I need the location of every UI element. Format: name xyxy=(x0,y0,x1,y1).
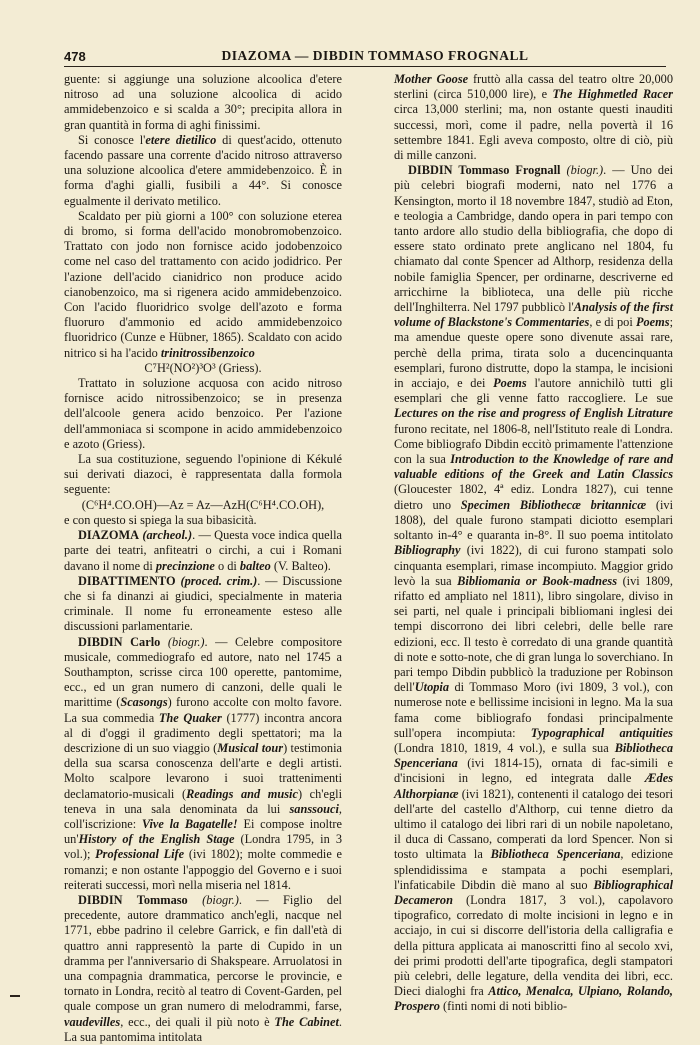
entry-dibdin-carlo: DIBDIN Carlo (biogr.). — Celebre compositore musicale, commediografo ed autore, nato nel 1745 a Southampton, scrisse circa 100 operette, pantomime, ecc., ed un gran numero di canzoni, delle quali le marittime (Scasongs) furono accolte con molto favore. La sua commedia The Quaker (1777) incontra ancora al di d'oggi il gradimento degli spettatori; ma la descrizione di un suo viaggio (Musical tour) testimonia della sua scarsa conoscenza dell'arte e degli artisti. Molto scalpore levarono i suoi trattenimenti declamatorio-musicali (Readings and music) ch'egli teneva in una sala denominata da lui sanssouci, coll'iscrizione: Vive la Bagatelle! Ei compose inoltre un'History of the English Stage (Londra 1795, in 3 vol.); Professional Life (ivi 1802); molte commedie e romanzi; e non ostante l'appoggio del Governo e i suoi reiterati successi, morì nella miseria nel 1814. xyxy=(64,634,343,892)
paragraph: Trattato in soluzione acquosa con acido nitroso fornisce acido nitrossibenzoico; se in presenza dell'alcoole genera acido benzoico. Per l'azione dell'ammoniaca si scompone in acido ammidebenzoico e azoto (Griess). xyxy=(64,376,342,451)
entry-diazoma: DIAZOMA (archeol.). — Questa voce indica quella parte dei teatri, anfiteatri o circhi, a cui i Romani davano il nome di precinzione o di balteo (V. Balteo). xyxy=(64,528,342,573)
left-column xyxy=(64,72,342,1045)
chemical-formula: C⁷H²(NO²)³O³ (Griess). xyxy=(144,360,262,375)
entry-dibdin-tommaso: DIBDIN Tommaso (biogr.). — Figlio del precedente, autore drammatico anch'egli, nacque nel 1771, ebbe padrino il celebre Garrick, e fin dall'età di quattro anni rappresentò la parte di Cupido in un dramma per l'anniversario di Shakspeare. Arruolatosi in una compagnia drammatica, percorse le provincie, e tornato in Londra, recitò al teatro di Covent-Garden, pel quale compose un gran numero di melodrammi, farse, vaudevilles, ecc., dei quali il più noto è The Cabinet. La sua pantomima intitolata xyxy=(64,892,342,1044)
page-header xyxy=(64,38,666,67)
paragraph: Mother Goose fruttò alla cassa del teatro oltre 20,000 sterlini (circa 510,000 lire), e The Highmetled Racer circa 13,000 sterlini; ma, non ostante questi inauditi successi, morì, come il padre, nella povertà il 16 settembre 1841. Egli aveva composto, oltre di ciò, più di mille canzoni. xyxy=(394,72,673,163)
page-number: 478 xyxy=(64,49,86,64)
chemical-formula: (C⁶H⁴.CO.OH)—Az = Az—AzH(C⁶H⁴.CO.OH), xyxy=(81,497,325,512)
running-head: DIAZOMA — DIBDIN TOMMASO FROGNALL xyxy=(221,48,529,63)
margin-mark xyxy=(10,995,20,997)
right-column xyxy=(394,72,673,1015)
paragraph: e con questo si spiega la sua bibasicità. xyxy=(64,512,257,527)
entry-dibattimento: DIBATTIMENTO (proced. crim.). — Discussione che si fa dinanzi ai giudici, specialmente in materia criminale. Il nome fu erroneamente esteso alle discussioni parlamentarie. xyxy=(64,573,343,634)
paragraph: La sua costituzione, seguendo l'opinione di Kékulé sui derivati diazoci, è rappresentata dalla formola seguente: xyxy=(64,452,342,497)
paragraph: Si conosce l'etere dietilico di quest'acido, ottenuto facendo passare una corrente d'acido nitroso attraverso una soluzione alcoolica d'etere ammidebenzoico. È in forma d'aghi gialli, fusibili a 44°. Si conosce egualmente il derivato metilico. xyxy=(64,132,342,208)
entry-headword: DIBDIN Carlo xyxy=(78,634,161,649)
entry-headword: DIBDIN Tommaso Frognall xyxy=(408,163,561,178)
paragraph: Scaldato per più giorni a 100° con soluzione eterea di bromo, si forma dell'acido monobromobenzoico. Trattato con jodo non fornisce acido jodobenzoico come nel caso del trattamento con acido jodidrico. Per l'azione dell'acido cianidrico non produce acido cianobenzoico, ma si rigenera acido ammidebenzoico. Con l'acido fluoridrico svolge dell'azoto e forma fluoruro d'ammonio ed acido ammidebenzoico fluoridrico (Cunze e Hübner, 1865). Scaldato con acido nitrico si ha l'acido trinitrossibenzoico xyxy=(64,208,342,360)
entry-headword: DIAZOMA xyxy=(78,528,140,543)
entry-dibdin-tommaso-frognall: DIBDIN Tommaso Frognall (biogr.). — Uno dei più celebri biografi moderni, nato nel 1776 a Kensington, morto il 18 novembre 1847, studiò ad Eton, e teologia a Cambridge, dando opera in pari tempo con tanto ardore allo studio della bibliografia, che dopo di essere stato ordinato prete anglicano nel 1804, fu chiamato dal conte Spencer ad Althorp, residenza della nobile famiglia Spencer, per ordinarne, descriverne ed arricchirne la biblioteca, una delle più ricche dell'Inghilterra. Nel 1797 pubblicò l'Analysis of the first volume of Blackstone's Commentaries, e di poi Poems; ma amendue queste opere sono divenute assai rare, perchè della prima, tirata solo a ducencinquanta esemplari, furono distrutte, dopo la stampa, le incisioni in acciajo, e dei Poems l'autore annichilò tutti gli esemplari che gli venne fatto raccogliere. Le sue Lectures on the rise and progress of English Litrature furono recitate, nel 1806-8, nell'Istituto reale di Londra. Come bibliografo Dibdin eccitò primamente l'attenzione con la sua Introduction to the Knowledge of rare and valuable editions of the Greek and Latin Classics (Gloucester 1802, 4ª ediz. Londra 1827), cui tenne dietro uno Specimen Bibliothecæ britannicæ (ivi 1808), del quale furono stampati diciotto esemplari soltanto in-4° e quaranta in-8°. Il suo poema intitolato Bibliography (ivi 1822), di cui furono stampati solo cinquanta esemplari, rimase incompiuto. Maggior grido levò la sua Bibliomania or Book-madness (ivi 1809, rifatto ed ampliato nel 1811), libro singolare, diviso in sei parti, nel quale i principali bibliomani inglesi dei tempi discorrono dei libri celebri, delle belle rare edizioni, ecc. Il testo è corredato di una grande quantità di note e sotto-note, che di gran lunga lo soverchiano. In pari tempo Dibdin pubblicò la traduzione per Robinson dell'Utopia di Tommaso Moro (ivi 1809, 3 vol.), con numerose note e bellissime incisioni in legno. Ma la sua fama come bibliografo fondasi principalmente sull'opera incompiuta: Typographical antiquities (Londra 1810, 1819, 4 vol.), e sulla sua Bibliotheca Spenceriana (ivi 1814-15), ornata di fac-simili e d'incisioni in legno, ed integrata dalle Ædes Althorpianæ (ivi 1821), contenenti il catalogo dei tesori dell'arte del castello d'Althorp, cui tenne dietro da ultimo il catalogo dei libri rari di un nobile napoletano, il duca di Cassano, comperati da lord Spencer. Non si tosto ultimata la Bibliotheca Spenceriana, edizione splendidissima e stampata a pochi esemplari, l'infaticabile Dibdin diè mano al suo Bibliographical Decameron (Londra 1817, 3 vol.), capolavoro tipografico, corredato di molte incisioni in legno e in acciajo, in cui si discorre dell'istoria della calligrafia e della pittura applicata ai manoscritti fino al secolo xvi, dei primi prodotti dell'arte tipografica, degli stampatori più celebri, delle legature, della vendita dei libri, ecc. Dieci dialoghi fra Attico, Menalca, Ulpiano, Rolando, Prospero (finti nomi di noti biblio- xyxy=(394,163,674,1014)
entry-headword: DIBATTIMENTO xyxy=(78,573,176,588)
paragraph: guente: si aggiunge una soluzione alcoolica d'etere nitroso ad una soluzione alcoolica di acido ammidebenzoico e si scalda a 30°; precipita allora in gran quantità in forma di aghi finissimi. xyxy=(64,72,342,132)
entry-headword: DIBDIN Tommaso xyxy=(78,892,188,907)
